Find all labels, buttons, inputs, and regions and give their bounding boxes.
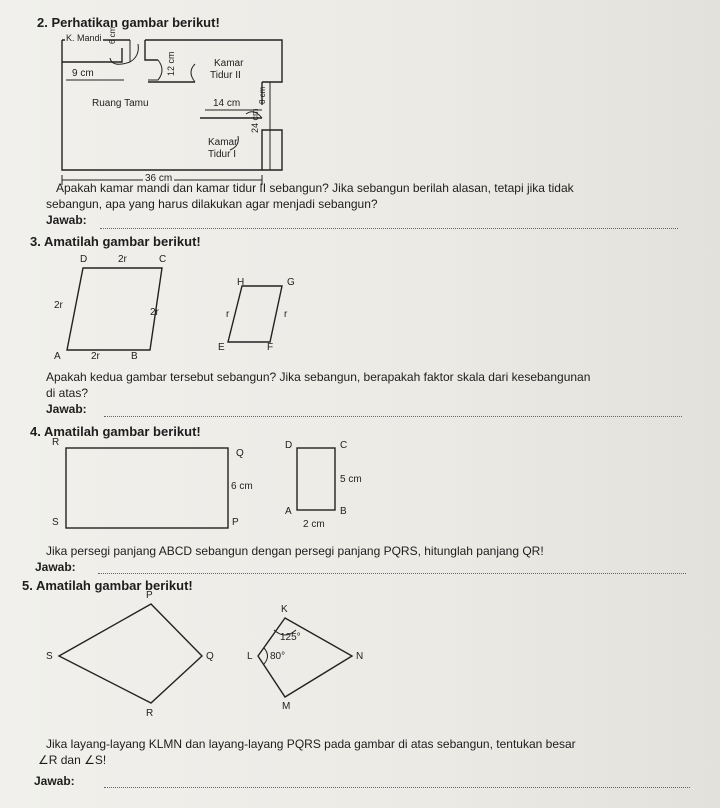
q3-fig1-vertex-c: C — [159, 254, 167, 265]
q4-fig2-side: 5 cm — [340, 474, 362, 485]
q4-fig2-vertex-b: B — [340, 506, 347, 517]
q4-fig2-vertex-a: A — [285, 506, 292, 517]
q4-fig2-vertex-d: D — [285, 440, 293, 451]
q5-fig2-vertex-l: L — [247, 651, 253, 662]
q5-fig2-angle-l: 80° — [270, 651, 286, 662]
q5-heading: 5. Amatilah gambar berikut! — [22, 578, 193, 593]
q3-fig2-vertex-g: G — [287, 277, 295, 288]
q3-question-line2: di atas? — [46, 386, 89, 400]
q3-fig2-right-side: r — [284, 309, 288, 320]
q5-fig1-vertex-s: S — [46, 651, 53, 662]
q4-answer-label: Jawab: — [35, 560, 76, 574]
dim-36cm-label: 36 cm — [145, 173, 173, 184]
q3-fig1-left-side: 2r — [54, 300, 63, 311]
q5-fig2-vertex-m: M — [282, 701, 291, 712]
q3-fig1-bottom-side: 2r — [91, 351, 100, 362]
q5-fig2-angle-k: 125° — [280, 632, 301, 643]
q3-fig2-vertex-h: H — [237, 277, 245, 288]
dim-24cm-label: 24 cm — [250, 108, 260, 133]
q4-fig1-vertex-s: S — [52, 517, 59, 528]
q3-fig1-vertex-b: B — [131, 351, 138, 362]
kamar-tidur-1-label-2: Tidur I — [208, 149, 236, 160]
dim-9cm-label: 9 cm — [72, 68, 94, 79]
q3-heading: 3. Amatilah gambar berikut! — [30, 234, 201, 249]
ruang-tamu-label: Ruang Tamu — [92, 98, 149, 109]
q4-heading: 4. Amatilah gambar berikut! — [30, 424, 201, 439]
q3-fig1-right-side: 2r — [150, 307, 159, 318]
q4-question: Jika persegi panjang ABCD sebangun dengan persegi panjang PQRS, hitunglah panjang QR! — [46, 544, 544, 558]
q4-fig1-vertex-p: P — [232, 517, 239, 528]
q3-answer-label: Jawab: — [46, 402, 87, 416]
q4-fig2-bottom: 2 cm — [303, 519, 325, 530]
q2-answer-label: Jawab: — [46, 213, 87, 227]
q5-fig2-vertex-n: N — [356, 651, 364, 662]
q4-fig1-vertex-q: Q — [236, 448, 244, 459]
q2-question-line1: Apakah kamar mandi dan kamar tidur II sebangun? Jika sebangun berilah alasan, tetapi jika tidak — [56, 181, 574, 195]
q3-fig1-top-side: 2r — [118, 254, 127, 265]
q3-fig2-left-side: r — [226, 309, 230, 320]
dim-12cm-label: 12 cm — [166, 51, 176, 76]
q2-question-line2: sebangun, apa yang harus dilakukan agar menjadi sebangun? — [46, 197, 378, 211]
kamar-tidur-2-label-1: Kamar — [214, 58, 244, 69]
q5-fig2-vertex-k: K — [281, 604, 288, 615]
q3-fig1-vertex-a: A — [54, 351, 61, 362]
dim-6cm-label: 6 cm — [108, 26, 117, 44]
q4-fig1-side: 6 cm — [231, 481, 253, 492]
kamar-tidur-1-label-1: Kamar — [208, 137, 238, 148]
dim-14cm-label: 14 cm — [213, 98, 241, 109]
q3-fig2-vertex-f: F — [267, 342, 274, 353]
q3-fig1-vertex-d: D — [80, 254, 88, 265]
q5-fig1-vertex-p: P — [146, 590, 153, 601]
q5-question-line2: ∠R dan ∠S! — [38, 753, 107, 767]
q4-fig1-vertex-r: R — [52, 437, 60, 448]
q5-question-line1: Jika layang-layang KLMN dan layang-layang PQRS pada gambar di atas sebangun, tentukan besar — [46, 737, 576, 751]
dim-8cm-label: 8 cm — [258, 86, 267, 104]
kamar-mandi-label: K. Mandi — [66, 33, 102, 43]
q5-answer-line[interactable] — [104, 787, 690, 788]
q3-question-line1: Apakah kedua gambar tersebut sebangun? Jika sebangun, berapakah faktor skala dari kesebangunan — [46, 370, 591, 384]
q5-answer-label: Jawab: — [34, 774, 75, 788]
kamar-tidur-2-label-2: Tidur II — [210, 70, 241, 81]
q5-fig1-vertex-q: Q — [206, 651, 214, 662]
q2-heading: 2. Perhatikan gambar berikut! — [37, 15, 220, 30]
q5-fig1-vertex-r: R — [146, 708, 154, 719]
q3-fig2-vertex-e: E — [218, 342, 225, 353]
q4-fig2-vertex-c: C — [340, 440, 348, 451]
